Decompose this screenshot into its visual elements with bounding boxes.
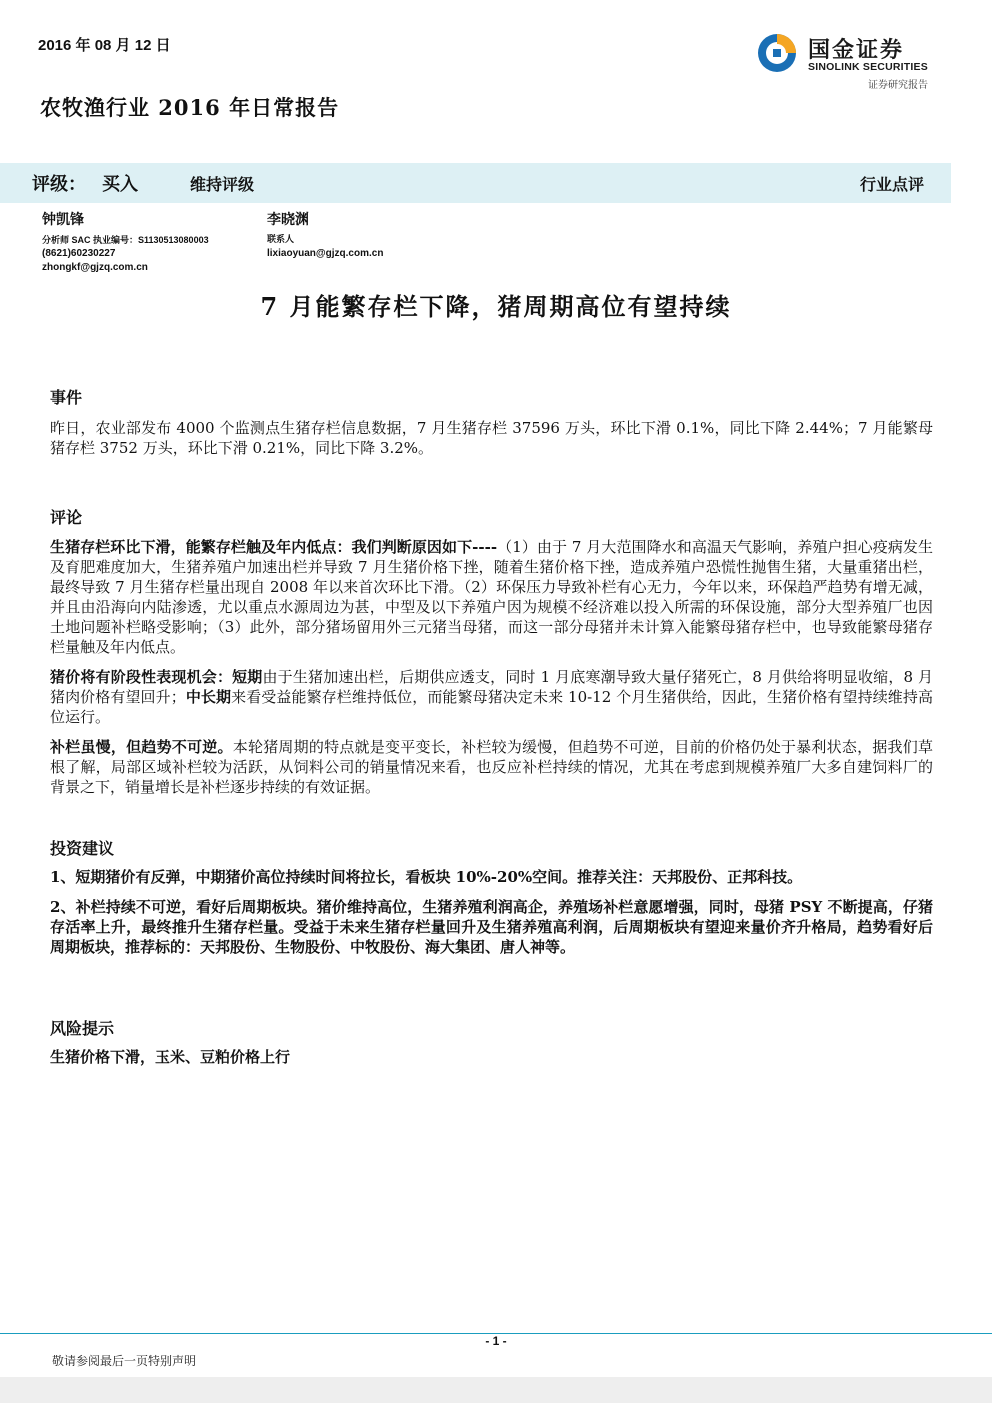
section-title-invest: 投资建议 — [50, 839, 115, 858]
analyst-sac-id: 分析师 SAC 执业编号：S1130513080003 — [42, 235, 209, 245]
analyst-card — [42, 209, 209, 275]
comment-p3-text: 本轮猪周期的特点就是变平变长，补栏较为缓慢，但趋势不可逆，目前的价格仍处于暴利状态，据我们草根了解，局部区域补栏较为活跃，从饲料公司的销量情况来看，也反应补栏持续的情况，尤其在考虑到规模养殖厂大多自建饲料厂的背景之下，销量增长是补栏逐步持续的有效证据。 — [50, 738, 933, 796]
sinolink-logo-icon — [756, 32, 798, 74]
contact-name: 李晓渊 — [267, 212, 309, 228]
rating-label: 评级： — [32, 174, 86, 195]
section-title-risk: 风险提示 — [50, 1019, 115, 1038]
invest-paragraph-2: 2、补栏持续不可逆，看好后周期板块。猪价维持高位，生猪养殖利润高企，养殖场补栏意愿增强，同时，母猪 PSY 不断提高，仔猪存活率上升，最终推升生猪存栏量。受益于未来生猪存栏量回升及生猪养殖高利润，后周期板块有望迎来量价齐升格局，趋势看好后周期板块，推荐标的：天邦股份、生物股份、中牧股份、海大集团、唐人神等。 — [50, 898, 933, 956]
contact-card — [267, 209, 383, 261]
section-title-comment: 评论 — [50, 508, 83, 527]
sinolink-logo — [756, 30, 946, 96]
comment-p1-text: （1）由于 7 月大范围降水和高温天气影响，养殖户担心疫病发生及育肥难度加大，生猪养殖户加速出栏并导致 7 月生猪价格下挫，随着生猪价格下挫，造成养殖户恐慌性抛售生猪，大量重猪出栏，最终导致 7 月生猪存栏量出现自 2008 年以来首次环比下滑。（2）环保压力导致补栏有心无力，今年以来，环保趋严趋势有增无减，并且由沿海向内陆渗透，尤以重点水源周边为甚，中型及以下养殖户因为规模不经济难以投入所需的环保设施，部分大型养殖厂也因土地问题补栏略受影响；（3）此外，部分猪场留用外三元猪当母猪，而这一部分母猪并未计算入能繁母猪存栏中，也导致能繁母猪存栏量触及年内低点。 — [50, 538, 933, 656]
comment-paragraph-3 — [50, 737, 933, 797]
comment-p2-text-2: 来看受益能繁存栏维持低位，而能繁母猪决定未来 10-12 个月生猪供给，因此，生猪价格有望持续维持高位运行。 — [50, 688, 933, 726]
rating-value: 买入 — [102, 174, 138, 195]
contact-email[interactable]: lixiaoyuan@gjzq.com.cn — [267, 248, 384, 259]
report-title: 农牧渔行业 2016 年日常报告 — [40, 95, 340, 120]
headline: 7 月能繁存栏下降，猪周期高位有望持续 — [260, 292, 732, 321]
report-date: 2016 年 08 月 12 日 — [38, 37, 171, 54]
comment-p3-lead: 补栏虽慢，但趋势不可逆。 — [50, 738, 233, 756]
footer-disclaimer: 敬请参阅最后一页特别声明 — [52, 1354, 197, 1368]
analyst-email[interactable]: zhongkf@gjzq.com.cn — [42, 262, 148, 273]
comment-p1-lead: 生猪存栏环比下滑，能繁存栏触及年内低点：我们判断原因如下---- — [50, 538, 498, 556]
analyst-phone: (8621)60230227 — [42, 248, 116, 259]
logo-name-en: SINOLINK SECURITIES — [808, 61, 928, 73]
rating-band — [0, 163, 951, 203]
report-type: 行业点评 — [860, 175, 925, 194]
section-title-event: 事件 — [50, 388, 83, 407]
logo-subtitle: 证券研究报告 — [868, 80, 928, 91]
invest-paragraph-1: 1、短期猪价有反弹，中期猪价高位持续时间将拉长，看板块 10%-20%空间。推荐关注：天邦股份、正邦科技。 — [50, 868, 803, 886]
comment-paragraph-2 — [50, 667, 933, 727]
risk-body: 生猪价格下滑，玉米、豆粕价格上行 — [50, 1048, 291, 1066]
event-body: 昨日，农业部发布 4000 个监测点生猪存栏信息数据，7 月生猪存栏 37596 万头，环比下滑 0.1%，同比下降 2.44%；7 月能繁母猪存栏 3752 万头，环比下滑 0.21%，同比下降 3.2%。 — [50, 419, 933, 457]
comment-p2-midterm: 中长期 — [185, 688, 232, 706]
comment-paragraph-1 — [50, 537, 933, 657]
analyst-name: 钟凯锋 — [42, 212, 84, 228]
comment-p2-lead: 猪价将有阶段性表现机会：短期 — [50, 668, 263, 686]
rating-note: 维持评级 — [190, 175, 255, 194]
comment-p2-text-1: 由于生猪加速出栏，后期供应透支，同时 1 月底寒潮导致大量仔猪死亡，8 月供给将明显收缩，8 月猪肉价格有望回升； — [50, 668, 933, 706]
contact-role: 联系人 — [267, 235, 295, 245]
page-number: - 1 - — [485, 1334, 507, 1348]
logo-name-cn: 国金证券 — [808, 38, 905, 63]
bottom-bar — [0, 1377, 992, 1403]
